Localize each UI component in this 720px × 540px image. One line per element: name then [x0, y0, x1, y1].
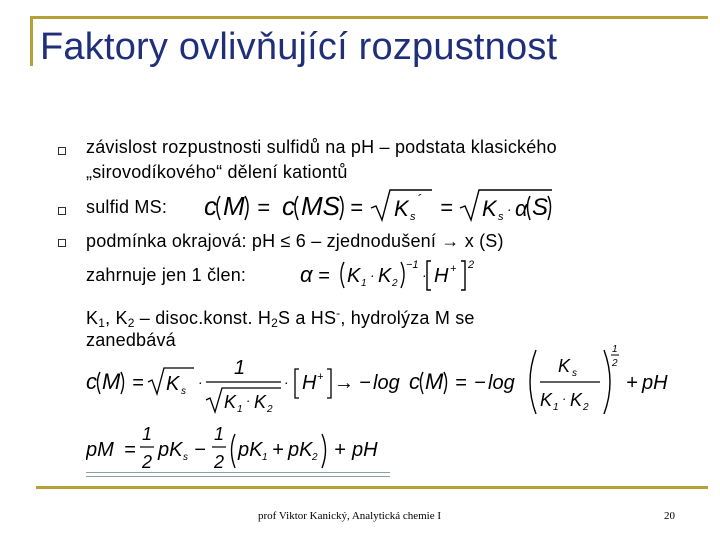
- svg-text:pH: pH: [642, 372, 668, 394]
- note-middle: – disoc.konst. H: [134, 308, 272, 328]
- k2-subscript: 2: [127, 316, 135, 330]
- svg-text:H: H: [302, 372, 317, 394]
- dissociation-note-line-2: zanedbává: [86, 330, 176, 350]
- svg-text:·: ·: [370, 267, 375, 283]
- svg-text:M: M: [223, 191, 245, 221]
- k1-subscript: 1: [98, 316, 106, 330]
- svg-text:·: ·: [507, 201, 512, 217]
- svg-text:+: +: [317, 371, 324, 383]
- svg-text:s: s: [181, 386, 186, 397]
- note-s-text: S a HS: [277, 308, 337, 328]
- svg-text:K: K: [378, 265, 392, 287]
- svg-text:·: ·: [198, 374, 203, 390]
- svg-text:2: 2: [392, 278, 398, 289]
- k2-letter: K: [115, 308, 128, 328]
- footer-author: prof Viktor Kanický, Analytická chemie I: [258, 510, 442, 522]
- formula-solubility-ms: [202, 186, 552, 230]
- svg-text:=: =: [124, 439, 136, 461]
- svg-text:pM: pM: [86, 439, 114, 461]
- svg-text:c: c: [204, 191, 217, 221]
- svg-text:1: 1: [262, 452, 268, 463]
- separator: ,: [105, 308, 116, 328]
- bullet-3-line-1: podmínka okrajová: pH ≤ 6 – zjednodušení → x (S): [86, 231, 504, 251]
- svg-text:2: 2: [612, 358, 618, 369]
- svg-text:2: 2: [142, 452, 153, 472]
- svg-text:pK: pK: [288, 439, 313, 461]
- bullet-square-icon: [58, 207, 66, 215]
- svg-text:K: K: [254, 392, 267, 412]
- svg-text:pH: pH: [352, 439, 378, 461]
- h2-subscript: 2: [271, 316, 278, 330]
- svg-text:·: ·: [422, 267, 427, 283]
- slide-title: Faktory ovlivňující rozpustnost: [40, 26, 558, 68]
- frame-left-line: [30, 16, 33, 66]
- svg-text:·: ·: [562, 391, 567, 406]
- svg-text:−: −: [359, 372, 371, 394]
- hs-superscript: -: [336, 306, 341, 320]
- svg-text:+: +: [272, 439, 284, 461]
- bullet-1-line-1: závislost rozpustnosti sulfidů na pH – podstata klasického: [86, 137, 557, 157]
- svg-text:+: +: [450, 263, 457, 275]
- svg-text:+: +: [334, 439, 346, 461]
- svg-text:1: 1: [361, 278, 367, 289]
- footer-divider: [36, 486, 708, 489]
- svg-text:c: c: [282, 191, 295, 221]
- svg-text:s: s: [572, 368, 577, 379]
- bullet-1-line-2: „sirovodíkového“ dělení kationtů: [86, 162, 348, 182]
- svg-text:−: −: [474, 372, 486, 394]
- svg-text:1: 1: [234, 357, 246, 379]
- svg-text:s: s: [183, 452, 188, 463]
- svg-text:=: =: [440, 195, 453, 220]
- svg-text:−1: −1: [406, 259, 419, 271]
- svg-text:=: =: [350, 195, 363, 220]
- svg-text:s: s: [498, 211, 504, 223]
- svg-text:=: =: [257, 195, 270, 220]
- svg-text:1: 1: [612, 344, 618, 355]
- svg-text:K: K: [224, 392, 237, 412]
- svg-text:2: 2: [312, 452, 318, 463]
- svg-text:2: 2: [583, 402, 589, 413]
- svg-text:·: ·: [246, 393, 251, 408]
- svg-text:M: M: [102, 369, 121, 394]
- formula-cm-pH: [86, 342, 686, 414]
- formula-pM: [86, 420, 396, 474]
- svg-text:pK: pK: [158, 439, 183, 461]
- svg-text:H: H: [434, 265, 449, 287]
- svg-text:1: 1: [553, 402, 559, 413]
- bullet-square-icon: [58, 147, 66, 155]
- bullet-square-icon: [58, 239, 66, 247]
- svg-text:2: 2: [468, 259, 475, 271]
- svg-text:1: 1: [214, 424, 225, 444]
- formula-underline: [86, 472, 390, 473]
- k1-letter: K: [86, 308, 99, 328]
- svg-text:K: K: [558, 356, 571, 376]
- svg-text:c: c: [86, 369, 97, 394]
- svg-text:K: K: [482, 196, 497, 221]
- svg-text:=: =: [132, 372, 144, 394]
- svg-text:·: ·: [284, 374, 289, 390]
- svg-text:=: =: [318, 265, 330, 287]
- svg-text:log: log: [488, 372, 515, 394]
- svg-text:K: K: [570, 390, 583, 410]
- svg-text:1: 1: [142, 424, 153, 444]
- bullet-2-line-1: sulfid MS:: [86, 197, 168, 217]
- svg-text:α: α: [515, 196, 528, 221]
- svg-text:´: ´: [417, 191, 422, 207]
- svg-text:K: K: [540, 390, 553, 410]
- svg-text:MS: MS: [301, 191, 340, 221]
- frame-top-line: [30, 16, 708, 19]
- svg-text:K: K: [347, 265, 361, 287]
- svg-text:−: −: [194, 439, 206, 461]
- svg-text:→: →: [334, 372, 354, 394]
- svg-text:S: S: [532, 194, 549, 221]
- svg-text:2: 2: [214, 452, 225, 472]
- svg-text:1: 1: [237, 404, 243, 414]
- svg-text:s: s: [410, 211, 416, 223]
- svg-text:M: M: [425, 369, 444, 394]
- svg-text:pK: pK: [238, 439, 263, 461]
- svg-text:K: K: [166, 373, 180, 395]
- svg-text:c: c: [409, 369, 420, 394]
- page-number: 20: [664, 510, 675, 522]
- svg-text:+: +: [626, 372, 638, 394]
- formula-alpha: [298, 254, 508, 294]
- svg-text:2: 2: [267, 404, 273, 414]
- svg-text:α: α: [300, 262, 313, 287]
- note-end: , hydrolýza M se: [340, 308, 475, 328]
- svg-text:K: K: [394, 196, 409, 221]
- bullet-3-line-2: zahrnuje jen 1 člen:: [86, 265, 247, 285]
- svg-text:log: log: [373, 372, 400, 394]
- formula-underline: [86, 476, 390, 477]
- svg-text:=: =: [455, 372, 467, 394]
